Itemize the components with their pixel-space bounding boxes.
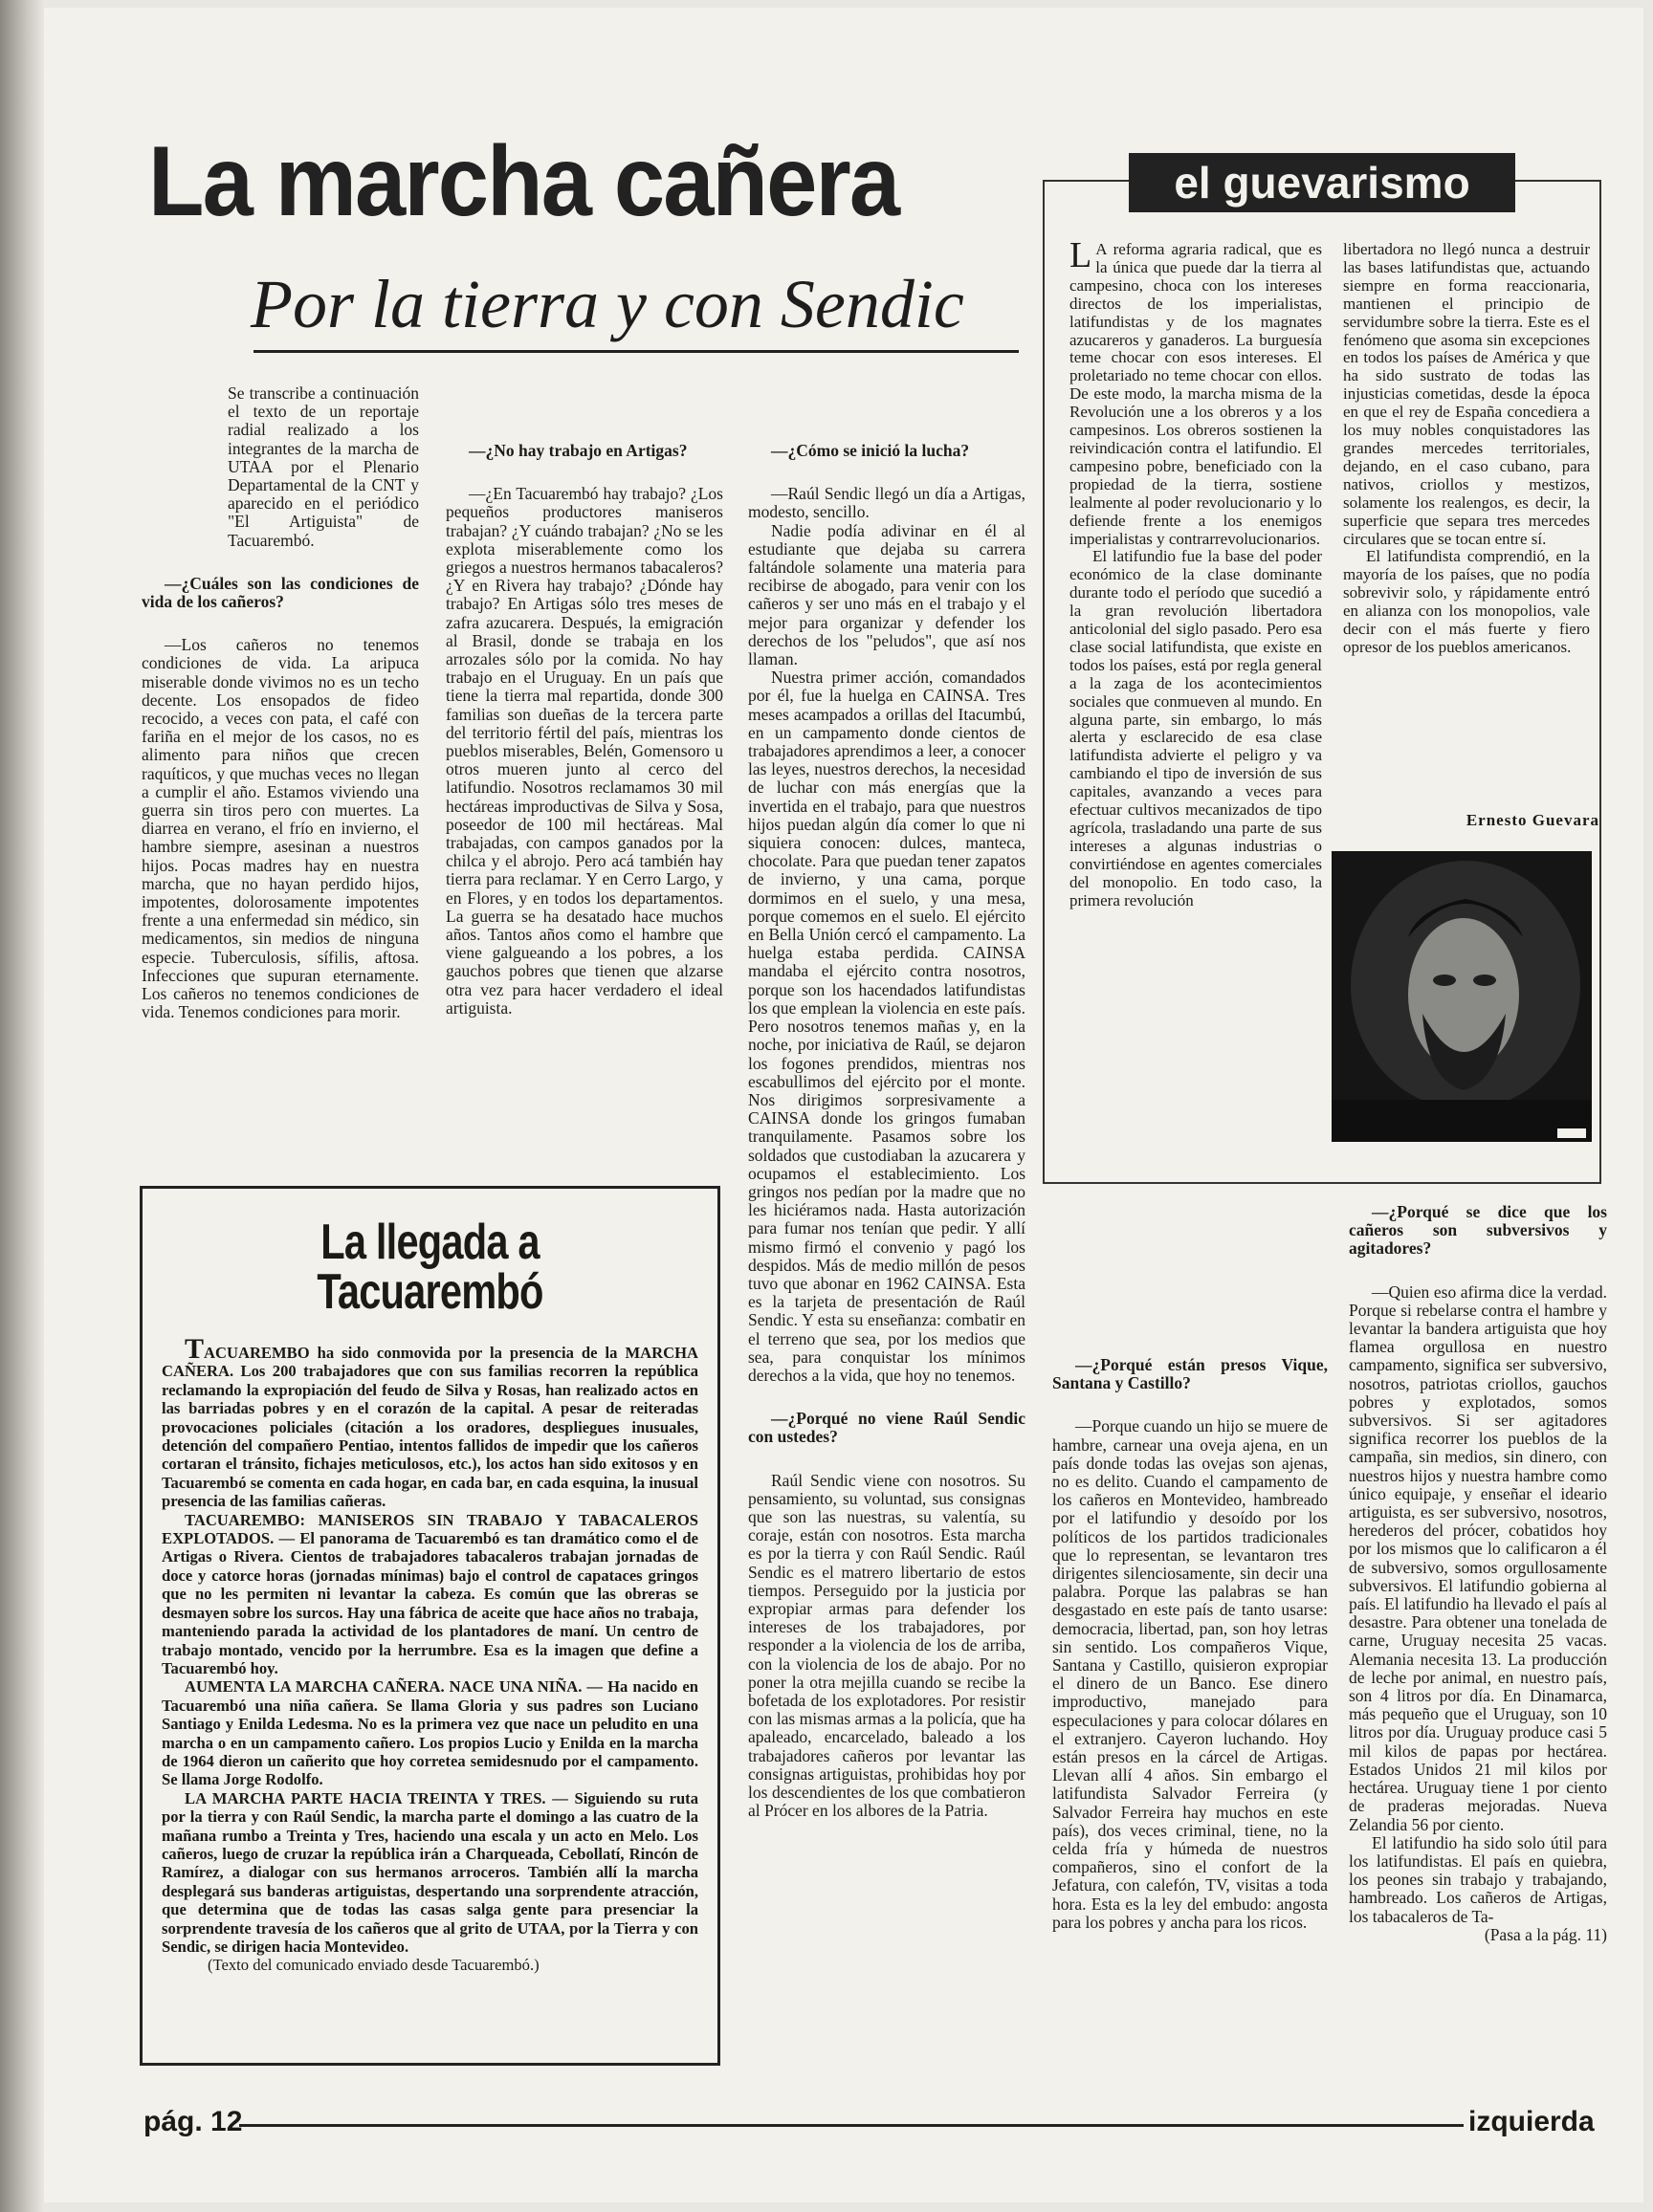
- magazine-name: izquierda: [1468, 2106, 1595, 2137]
- headline-subtitle: Por la tierra y con Sendic: [251, 266, 964, 342]
- guevara-portrait: [1332, 851, 1592, 1142]
- guevarismo-paragraph-3: libertadora no llegó nunca a destruir las bases latifundistas que, actuando siempre en forma reaccionaria, mantienen el principio de servidumbre sobre la tierra. Este es el fenómeno que asoma sin excepciones en todos los países de América y que ha sido sustrato de todas las injusticias cometidas, desde la época en que el rey de España concediera a los muy nobles conquistadores las grandes mercedes territoriales, dejando, en el caso cubano, para nativos, criollos y mestizos, solamente los realengos, es decir, la superficie que separa tres mercedes circulares que se tocan entre sí.: [1343, 241, 1590, 548]
- box-source-note: (Texto del comunicado enviado desde Tacuarembó.): [208, 1956, 540, 1975]
- box-paragraph-1: TACUAREMBO ha sido conmovida por la presencia de la MARCHA CAÑERA. Los 200 trabajadores que con sus familias recorren la república reclamando la expropiación del feudo de Silva y Rosas, han realizado actos en las barriadas pobres y en el corazón de la capital. A pesar de reiteradas provocaciones policiales (citación a los oradores, despliegues inusuales, detención del compañero Pentiao, intentos fallidos de impedir que los cañeros cortaran el tránsito, fichajes meticulosos, etc.), los actos han sido exitosos y en Tacuarembó se comenta en cada hogar, en cada bar, en cada esquina, la inusual presencia de las familias cañeras.: [162, 1333, 698, 1511]
- article-column-5: [1349, 1203, 1607, 2088]
- answer-sendic-absent: Raúl Sendic viene con nosotros. Su pensamiento, su voluntad, sus consignas que son las nuestras, su valentía, su coraje, están con nosotros. Esta marcha es por la tierra y con Raúl Sendic. Raúl Sendic es el matrero libertario de estos tiempos. Perseguido por la justicia por expropiar armas para defender los intereses de los trabajadores, por responder a la violencia de los de arriba, con la violencia de los de abajo. Por no poner la otra mejilla cuando se recibe la bofetada de los explotadores. Por resistir con las mismas armas a la policía, que ha apaleado, encarcelado, baleado a los trabajadores cañeros por levantar las consignas artiguistas, prohibidas hoy por los descendientes de los que combatieron al Prócer en los albores de la Patria.: [748, 1470, 1025, 1821]
- page-binding-shadow: [0, 0, 44, 2212]
- question-how-started: —¿Cómo se inició la lucha?: [771, 441, 970, 460]
- article-intro: Se transcribe a continuación el texto de un reportaje radial realizado a los integrantes de la marcha de UTAA por el Plenario Departamental de la CNT y aparecido en el periódico "El Artiguista" de Tacuarembó.: [228, 384, 419, 550]
- guevarismo-paragraph-2: El latifundio fue la base del poder económico de la clase dominante durante todo el período que sucedió a la gran revolución libertadora anticolonial del siglo pasado. Pero esa clase social latifundista, que existe en todos los países, está por regla general a la zaga de los acontecimientos sociales que conmueven al mundo. En alguna parte, sin embargo, lo más alerta y esclarecido de esa clase latifundista advierte el peligro y va cambiando el tipo de inversión de sus capitales, avanzando a veces para efectuar cultivos mecanizados de tipo agrícola, trasladando una parte de sus intereses a algunas industrias o convirtiéndose en agentes comerciales del monopolio. En todo caso, la primera revolución: [1069, 547, 1322, 909]
- drop-cap: L: [1069, 241, 1092, 275]
- footer-rule: [239, 2124, 1464, 2127]
- answer-how-started-3: Nuestra primer acción, comandados por él, fue la huelga en CAINSA. Tres meses acampados a orillas del Itacumbú, en un campamento donde cientos de trabajadores aprendimos a leer, a conocer las leyes, nuestros derechos, la necesidad de luchar con más energías que la invertida en el trabajo, para que nuestros hijos puedan algún día comer lo que ni siquiera conocen: dulces, manteca, chocolate. Para que puedan tener zapatos de invierno, y una cama, porque dormimos en el suelo, y una mesa, porque comemos en el suelo. El ejército en Bella Unión cercó el campamento. La huelga estaba perdida. CAINSA mandaba el ejército contra nosotros, porque son los hacendados latifundistas los que emplean la violencia en este país. Pero nosotros tenemos mañas y, en la noche, por iniciativa de Raúl, se dejaron los fogones prendidos, mientras nos escabullimos del ejército por el monte. Nos dirigimos sorpresivamente a CAINSA donde los gringos fumaban tranquilamente. Pasamos sobre los soldados que custodiaban la azucarera y ocupamos el establecimiento. Los gringos nos pedían por la madre que no les hiciéramos nada. Hasta autorización para fumar nos tenían que pedir. Y allí mismo firmó el convenio y pagó los despidos. Más de medio millón de pesos tuvo que abonar en 1962 CAINSA. Esta es la tarjeta de presentación de Raúl Sendic. Y esta su enseñanza: combatir en el terreno que sea, por los medios que sea, para conquistar los mínimos derechos a la vida, que hoy no tenemos.: [748, 668, 1025, 1385]
- continued-notice: (Pasa a la pág. 11): [1484, 1924, 1607, 1944]
- box-title: La llegada a Tacuarembó: [317, 1215, 543, 1320]
- headline-title: La marcha cañera: [148, 126, 899, 237]
- guevara-signature: Ernesto Guevara: [1466, 811, 1599, 829]
- question-subversives: —¿Porqué se dice que los cañeros son subversivos y agitadores?: [1349, 1203, 1607, 1259]
- box-paragraph-2: TACUAREMBO: MANISEROS SIN TRABAJO Y TABACALEROS EXPLOTADOS. — El panorama de Tacuarembó es tan dramático como el de Artigas o Rivera. Cientos de trabajadores tabacaleros trabajan jornadas de doce y catorce horas (jornadas mínimas) bajo el control de capataces gringos que no les permiten ni levantar la cabeza. Es común que las obreras se desmayen sobre los surcos. Hay una fábrica de aceite que hace años no trabaja, manteniendo parada la actividad de los plantadores de maní. Un centro de trabajo montado, vencido por la herrumbre. Esa es la imagen que define a Tacuarembó hoy.: [162, 1510, 698, 1677]
- guevarismo-column-1: [1069, 241, 1322, 1178]
- box-paragraph-3: AUMENTA LA MARCHA CAÑERA. NACE UNA NIÑA. — Ha nacido en Tacuarembó una niña cañera. Se llama Gloria y sus padres son Luciano Santiago y Enilda Ledesma. No es la primera vez que nace un peludito en una marcha o en un campamento cañero. Los propios Lucio y Enilda en la marcha de 1964 dieron un cañerito que hoy corretea semidesnudo por el campamento. Se llama Jorge Rodolfo.: [162, 1677, 698, 1789]
- question-work-artigas: —¿No hay trabajo en Artigas?: [469, 441, 688, 460]
- article-column-2-text: [446, 384, 723, 1167]
- guevarismo-paragraph-1-text: A reforma agraria radical, que es la única que puede dar la tierra al campesino, choca con los intereses directos de los imperialistas, latifundistas y de los magnates azucareros y ganaderos. La burguesía teme chocar con esos intereses. El proletariado no teme chocar con ellos. De este modo, la marcha misma de la Revolución une a los obreros y a los campesinos. Los obreros sostienen la reivindicación contra el latifundio. El campesino pobre, beneficiado con la propiedad de la tierra, sostiene lealmente al poder revolucionario y lo defiende frente a los enemigos imperialistas y contrarrevolucionarios.: [1069, 241, 1322, 548]
- article-column-3: [748, 384, 1025, 2087]
- box-paragraph-4: LA MARCHA PARTE HACIA TREINTA Y TRES. — Siguiendo su ruta por la tierra y con Raúl Sendic, la marcha parte el domingo a las cuatro de la mañana rumbo a Treinta y Tres, haciendo una escala y un acto en Melo. Los cañeros, luego de cruzar la república irán a Charqueada, Cebollatí, Rincón de Ramírez, a dialogar con sus hermanos arroceros. También allí la marcha desplegará sus banderas artiguistas, despertando una sorprendente atracción, que determina que de todas las casas salga gente para presenciar la sorprendente travesía de los cañeros que al grito de UTAA, por la Tierra y con Sendic, se dirigen hacia Montevideo.: [162, 1788, 698, 1956]
- guevara-photo: [1332, 851, 1592, 1142]
- guevarismo-heading: el guevarismo: [1174, 158, 1470, 208]
- guevarismo-paragraph-1: [1069, 241, 1322, 548]
- guevarismo-column-2: [1343, 241, 1590, 805]
- question-sendic-absent: —¿Porqué no viene Raúl Sendic con ustedes?: [748, 1409, 1025, 1447]
- answer-prisoners: —Porque cuando un hijo se muere de hambre, carnear una oveja ajena, en un país donde todas las ovejas son ajenas, no es delito. Cuando el campamento de los cañeros en Montevideo, hambreado por el latifundio y desoído por los políticos de los partidos tradicionales que lo representan, se levantaron tres dirigentes silenciosamente, sin decir una palabra. Porque las palabras se han desgastado en este país de tanto usarse: democracia, libertad, pan, son hoy letras sin sentido. Los compañeros Vique, Santana y Castillo, quisieron expropiar el dinero de un Banco. Ese dinero improductivo, manejado para especulaciones y para colocar dólares en el extranjero. Cayeron luchando. Hoy están presos en la cárcel de Artigas. Llevan allí 4 años. Sin embargo el latifundista Salvador Ferreira (y Salvador Ferreira hay muchos en este país), dos veces criminal, tiene, no la celda fría y húmeda de nuestros compañeros, sino el confort de la Jefatura, con calefón, TV, visitas a toda hora. Esta es la ley del embudo: angosta para los pobres y ancha para los ricos.: [1052, 1416, 1328, 1932]
- box-body: [162, 1333, 698, 1975]
- question-living-conditions: —¿Cuáles son las condiciones de vida de los cañeros?: [142, 573, 419, 612]
- answer-living-conditions: —Los cañeros no tenemos condiciones de vida. La aripuca miserable donde vivimos no es un techo decente. Los ensopados de fideo recocido, a veces con pata, el café con fariña en el mejor de los casos, no es alimento para niños que crecen raquíticos, y que muchas veces no llegan a cumplir el año. Estamos viviendo una guerra sin tiros pero con muertes. La diarrea en verano, el frío en invierno, el hambre siempre, asesinan a nuestros hijos. Pocas madres hay en nuestra marcha, que no hayan perdido hijos, impotentes, dolorosamente impotentes frente a una enfermedad sin médico, sin medicamentos, sin medios de ninguna especie. Tuberculosis, sífilis, aftosa. Infecciones que supuran eternamente. Los cañeros no tenemos condiciones de vida. Tenemos condiciones para morir.: [142, 635, 419, 1022]
- article-column-4: [1052, 1203, 1328, 2083]
- answer-subversives-1: —Quien eso afirma dice la verdad. Porque si rebelarse contra el hambre y levantar la bandera artiguista que hoy flamea orgullosa en nuestro campamento, significa ser subversivo, nosotros, patriotas criollos, gauchos pobres y explotados, somos subversivos. Si ser agitadores significa recorrer los pueblos de la campaña, sin medios, sin dinero, con nuestros hijos y nuestra hambre como único equipaje, y enseñar el ideario artiguista, es ser subversivo, nosotros, herederos del prócer, cobatidos hoy por los mismos que lo calificaron a él de subversivo, somos orgullosamente subversivos. El latifundio gobierna al país. El latifundio ha llevado el país al desastre. Para obtener una tonelada de carne, Uruguay necesita 25 vacas. Alemania necesita 13. La producción de leche por animal, en nuestro país, son 4 litros por día. En Dinamarca, más pequeño que el Uruguay, son 10 litros por día. Uruguay produce casi 5 mil kilos de papas por hectárea. Estados Unidos 21 mil kilos por hectárea. Uruguay tiene 1 por ciento de praderas mejoradas. Nueva Zelandia 56 por ciento.: [1349, 1281, 1607, 1834]
- question-prisoners: —¿Porqué están presos Vique, Santana y Castillo?: [1052, 1355, 1328, 1393]
- page-number: pág. 12: [143, 2106, 243, 2137]
- tacuarembo-box: [140, 1186, 720, 2066]
- guevarismo-paragraph-4: El latifundista comprendió, en la mayoría de los países, que no podía sobrevivir solo, y rápidamente entró en alianza con los monopolios, vale decir con el más fuerte y fiero opresor de los pueblos americanos.: [1343, 547, 1590, 656]
- article-column-1: [142, 384, 419, 1169]
- title-rule: [253, 350, 1019, 353]
- answer-subversives-2: El latifundio ha sido solo útil para los latifundistas. El país en quiebra, los peones sin trabajo y trabajando, hambreado. Los cañeros de Artigas, los tabacaleros de Ta-: [1349, 1832, 1607, 1926]
- answer-how-started-1: —Raúl Sendic llegó un día a Artigas, modesto, sencillo.: [748, 484, 1025, 522]
- answer-work-artigas: —¿En Tacuarembó hay trabajo? ¿Los pequeños productores maniseros trabajan? ¿Y cuándo trabajan? ¿No se les explota miserablemente como los griegos a nuestros hermanos tabacaleros? ¿Y en Rivera hay trabajo? ¿Dónde hay trabajo? En Artigas sólo tres meses de zafra azucarera. Después, la emigración al Brasil, donde se trabaja en los arrozales sólo por la comida. No hay trabajo en el Uruguay. En un país que tiene la tierra mal repartida, donde 300 familias son dueñas de la tercera parte del territorio fértil del país, mientras los pueblos miserables, Belén, Gomensoro u otros mueren junto al cerco del latifundio. Nosotros reclamamos 30 mil hectáreas improductivas de Silva y Sosa, poseedor de 100 mil hectáreas. Mal trabajadas, con campos ganados por la chilca y el abrojo. Pero acá también hay tierra para reclamar. Y en Cerro Largo, y en Flores, y en todos los departamentos. La guerra se ha desatado hace muchos años. Tantos años como el hambre que viene galgueando a los pobres, a los gauchos pobres que tienen que alzarse otra vez para hacer verdadero el ideal artiguista.: [446, 484, 723, 1018]
- answer-how-started-2: Nadie podía adivinar en él al estudiante que dejaba su carrera faltándole solamente una materia para recibirse de abogado, para venir con los cañeros y ser uno más en el trabajo y el mejor para organizar y defender los derechos de los "peludos", que así nos llaman.: [748, 520, 1025, 669]
